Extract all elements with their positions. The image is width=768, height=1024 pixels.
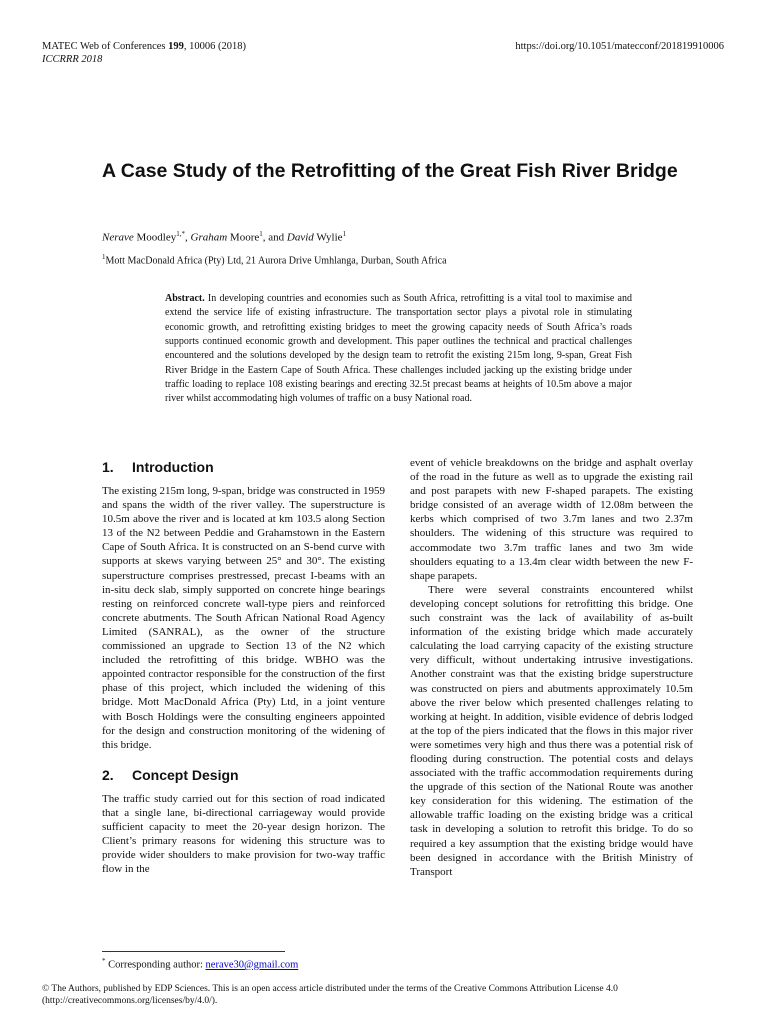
author-separator: , and xyxy=(262,231,287,244)
footnote-label: Corresponding author: xyxy=(105,959,206,971)
footnote xyxy=(102,955,298,972)
section-heading-introduction xyxy=(102,458,385,476)
journal-volume: 199 xyxy=(168,41,184,52)
footnote-marker: * xyxy=(102,957,106,965)
section-heading-concept-design xyxy=(102,766,385,784)
section-title: Concept Design xyxy=(132,766,239,783)
abstract-label: Abstract. xyxy=(165,293,205,304)
conference-name: ICCRRR 2018 xyxy=(42,54,103,65)
left-column xyxy=(102,456,385,876)
running-header-left xyxy=(42,40,246,66)
author-1-given: Nerave xyxy=(102,231,134,244)
constraints-paragraph: There were several constraints encountered whilst developing concept solutions for retrofitting this bridge. One such constraint was the lack of availability of as-built information of the existing bridge which made accurately calculating the load carrying capacity of the existing structure very difficult, without undertaking intrusive investigations. Another constraint was that the existing bridge superstructure was constructed on piers and abutments approximately 10.5m above the river below which presented challenges relating to working at height. In addition, visible evidence of debris lodged at the top of the piers indicated that the flows in this major river were sometimes very high and thus there was a potential risk of flooding during construction. The potential costs and delays associated with the traffic accommodation requirements during the upgrade of this section of the National Route was another key consideration for this widening. The estimation of the allowable traffic loading on the existing bridge was a critical task in developing a solution to retrofit this bridge. To do so required a key assumption that the existing bridge would have been designed in accordance with the British Ministry of Transport xyxy=(410,583,693,878)
abstract xyxy=(165,292,632,407)
right-column xyxy=(410,456,693,879)
corresponding-email-link[interactable]: nerave30@gmail.com xyxy=(205,959,299,971)
affiliation-marker: 1 xyxy=(102,253,106,261)
author-2-marker: 1 xyxy=(259,230,263,238)
author-1-marker: 1,* xyxy=(176,230,185,238)
author-separator: , xyxy=(185,231,191,244)
paper-title: A Case Study of the Retrofitting of the Great Fish River Bridge xyxy=(102,160,678,182)
introduction-paragraph: The existing 215m long, 9-span, bridge was constructed in 1959 and spans the width of the river valley. The superstructure is 10.5m above the river and is located at km 103.5 along Section 13 of the N2 between Peddie and Grahamstown in the Eastern Cape of South Africa. It is constructed on an S-bend curve with supports at skews varying between 25° and 30°. The existing superstructure comprises prestressed, precast I-beams with an in-situ deck slab, simply supported on concrete hinge bearings resting on reinforced concrete wall-type piers and reinforced concrete abutments. The South African National Road Agency Limited (SANRAL), as the owner of the structure commissioned an upgrade to Section 13 of the N2 which included the retrofitting of this bridge. WBHO was the appointed contractor responsible for the construction of the first phase of this project, which included the widening of this bridge. Mott MacDonald Africa (Pty) Ltd, in a joint venture with Bosch Holdings were the consulting engineers appointed for the design and construction monitoring of the widening of this bridge. xyxy=(102,485,385,751)
author-3-marker: 1 xyxy=(342,230,347,238)
author-2-family: Moore xyxy=(227,231,260,244)
abstract-text: In developing countries and economies such as South Africa, retrofitting is a vital tool to maximise and extend the service life of existing infrastructure. The transportation sector plays a pivotal role in stimulating economic growth, and retrofitting existing bridges to meet the growing capacity needs of South Africa’s roads supports continued economic growth and development. This paper outlines the technical and practical challenges encountered and the solutions developed by the design team to retrofit the existing 215m long, 9-span, Great Fish River Bridge in the Eastern Cape of South Africa. These challenges included jacking up the existing bridge under traffic loading to replace 108 existing bearings and erecting 32.5t precast beams at heights of 10.5m above a major river whilst accommodating high volumes of traffic on a busy National road. xyxy=(165,293,632,405)
doi-link[interactable]: https://doi.org/10.1051/matecconf/201819910006 xyxy=(515,41,724,52)
license-notice xyxy=(42,983,732,1007)
author-list xyxy=(102,227,346,245)
concept-design-paragraph: The traffic study carried out for this section of road indicated that a single lane, bi-directional carriageway would provide sufficient capacity to meet the 20-year design horizon. The Client’s primary reasons for widening this structure was to provide wider shoulders to make provision for two-way traffic flow in the xyxy=(102,792,385,876)
license-line-2[interactable]: (http://creativecommons.org/licenses/by/4.0/). xyxy=(42,996,218,1006)
affiliation-text: Mott MacDonald Africa (Pty) Ltd, 21 Aurora Drive Umhlanga, Durban, South Africa xyxy=(105,255,447,267)
footnote-rule xyxy=(102,951,285,952)
license-line-1: © The Authors, published by EDP Sciences. This is an open access article distributed under the terms of the Creative Commons Attribution License 4.0 xyxy=(42,984,618,994)
author-3-family: Wylie xyxy=(313,231,343,244)
author-3-given: David xyxy=(286,231,314,244)
journal-line xyxy=(42,40,246,53)
journal-issue-year: , 10006 (2018) xyxy=(183,41,246,52)
author-1-family: Moodley xyxy=(133,231,177,244)
section-title: Introduction xyxy=(132,459,214,475)
concept-design-paragraph-continued: event of vehicle breakdowns on the bridge and asphalt overlay of the road in the future as well as to upgrade the existing rail and post parapets with new F-shaped parapets. The existing bridge consisted of an average width of 12.08m between the kerbs which comprised of two 3.7m lanes and two 2.37m shoulders. The widening of this structure was required to accommodate two 3.7m traffic lanes and two 3m wide shoulders equating to a 13.4m clear width between the new F-shape parapets. xyxy=(410,457,693,582)
author-2-given: Graham xyxy=(190,231,228,244)
journal-name: MATEC Web of Conferences xyxy=(42,41,169,52)
section-number: 1. xyxy=(102,459,114,475)
section-number: 2. xyxy=(102,766,114,783)
affiliation xyxy=(102,251,447,267)
